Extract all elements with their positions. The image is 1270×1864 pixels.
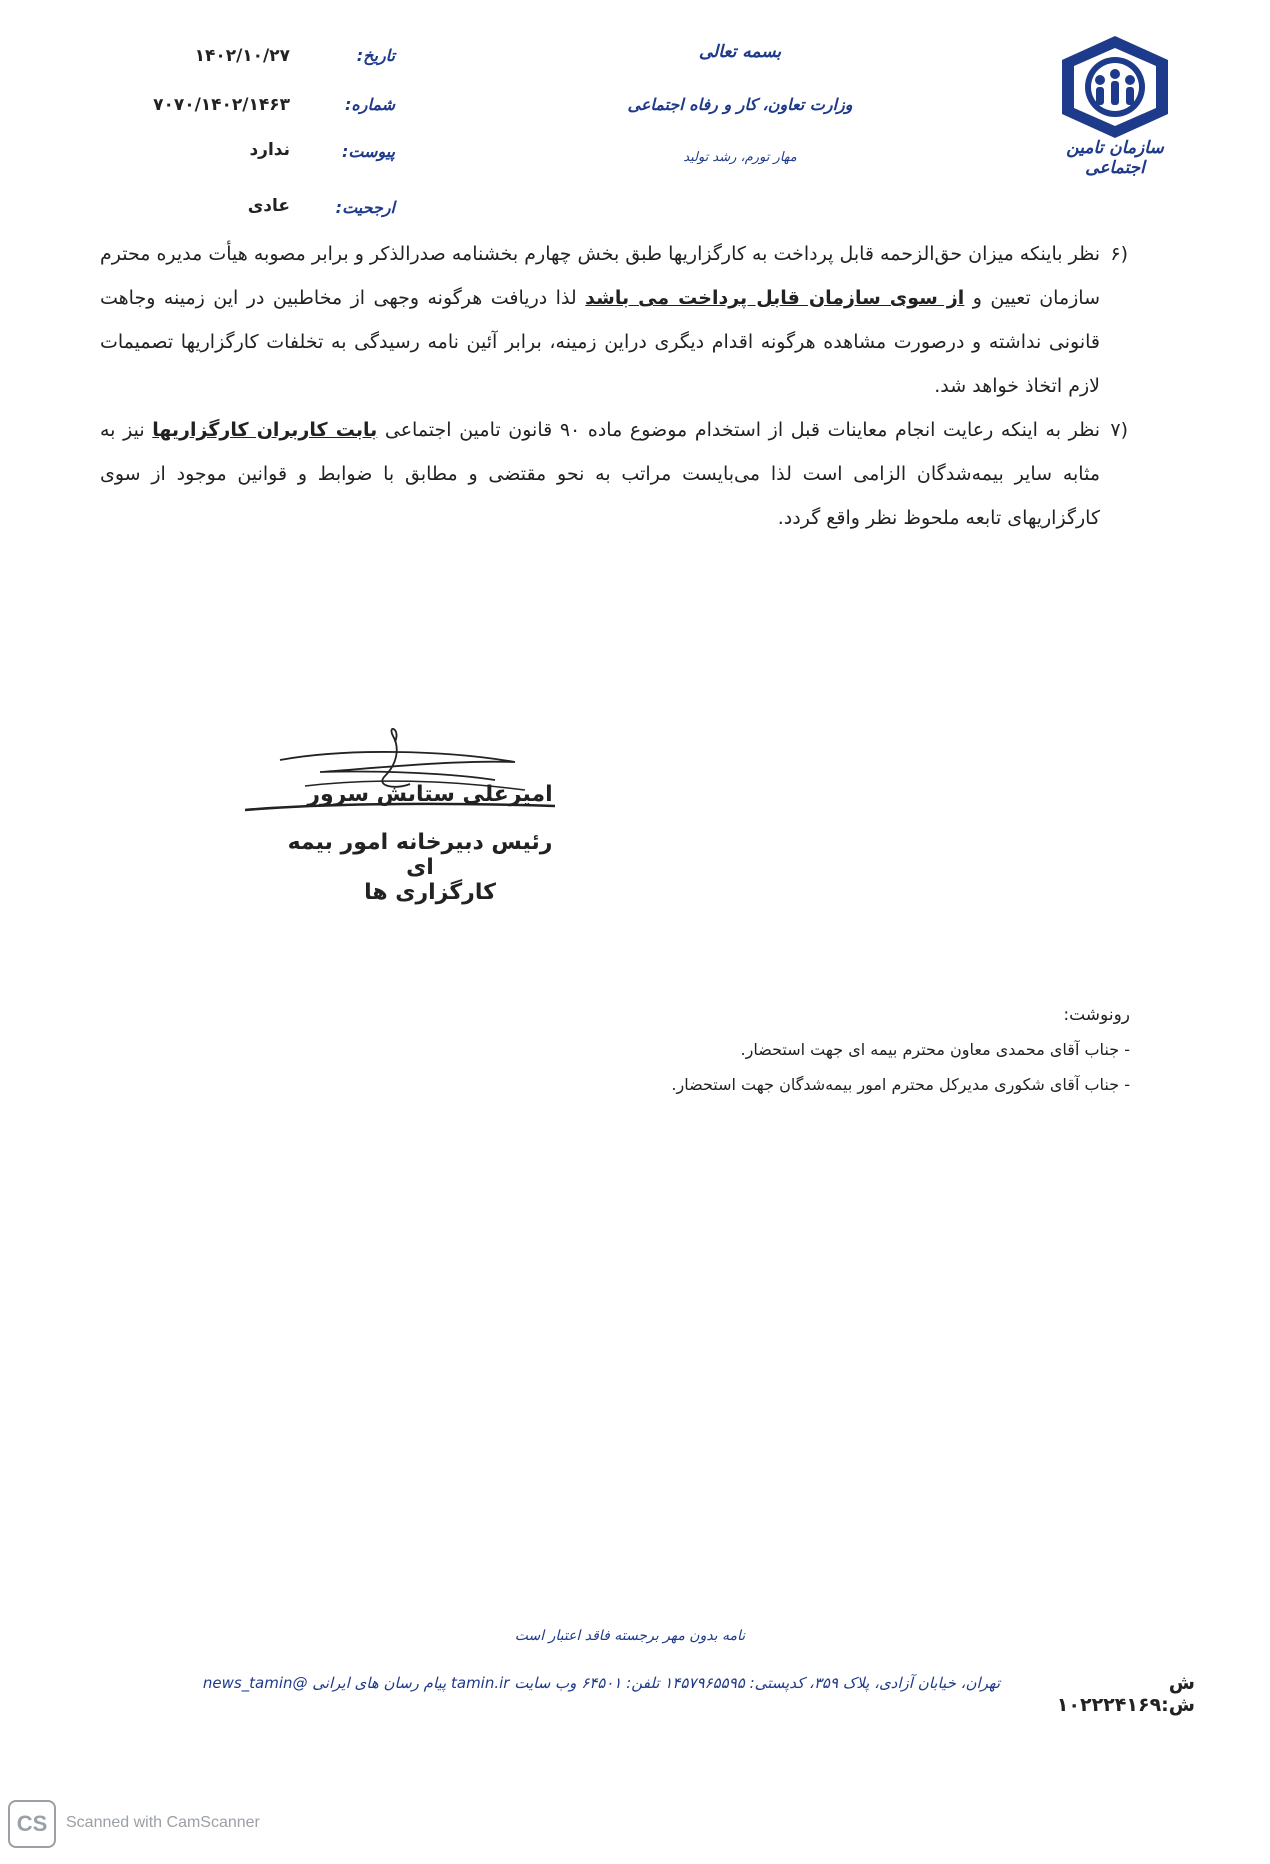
- cc-title: رونوشت:: [1063, 1005, 1130, 1025]
- signatory-name: امیرعلی ستایش سرور: [307, 782, 553, 807]
- attachment-value: ندارد: [249, 140, 290, 160]
- year-motto: مهار تورم، رشد تولید: [683, 150, 797, 165]
- signatory-title-line1: رئیس دبیرخانه امور بیمه ای: [287, 830, 553, 880]
- footer-validity-note: نامه بدون مهر برجسته فاقد اعتبار است: [514, 1628, 746, 1644]
- paragraph-7-emphasis: بابت کاربران کارگزاریها: [152, 419, 378, 441]
- cc-item: - جناب آقای شکوری مدیرکل محترم امور بیمه‌شدگان جهت استحضار.: [671, 1075, 1130, 1094]
- paragraph-6-text-1: نظر باینکه میزان حق‌الزحمه قابل پرداخت به کارگزاریها طبق بخش چهارم بخشنامه صدرالذکر و برابر مصوبه هیأت مدیره محترم سازمان تعیین و: [100, 243, 1100, 309]
- paragraph-7-text-1: نظر به اینکه رعایت انجام معاینات قبل از استخدام موضوع ماده ۹۰ قانون تامین اجتماعی: [377, 419, 1100, 441]
- number-value: ۷۰۷۰/۱۴۰۲/۱۴۶۳: [153, 95, 290, 115]
- paragraph-6-number: ۶): [1110, 243, 1128, 265]
- handwritten-signature: [225, 720, 565, 835]
- date-label: تاریخ:: [356, 46, 395, 65]
- priority-label: ارجحیت:: [335, 198, 395, 217]
- ministry-name: وزارت تعاون، کار و رفاه اجتماعی: [627, 95, 853, 114]
- cc-item: - جناب آقای محمدی معاون محترم بیمه ای جهت استحضار.: [740, 1040, 1130, 1059]
- footer-address: تهران، خیابان آزادی، پلاک ۳۵۹، کدپستی: ۱۴۵۷۹۶۵۵۹۵ تلفن: ۶۴۵۰۱ وب سایت tamin.ir پیام رسان های ایرانی @news_tamin: [202, 1674, 1000, 1692]
- camscanner-watermark: Scanned with CamScanner: [66, 1814, 260, 1831]
- date-value: ۱۴۰۲/۱۰/۲۷: [194, 46, 290, 66]
- paragraph-7-number: ۷): [1110, 419, 1128, 441]
- paragraph-6-emphasis: از سوی سازمان قابل پرداخت می باشد: [585, 287, 965, 309]
- camscanner-logo-icon: CS: [8, 1800, 56, 1848]
- signatory-title-line2: کارگزاری ها: [364, 880, 496, 905]
- paragraph-7: [100, 408, 1100, 540]
- number-label: شماره:: [344, 95, 395, 114]
- paragraph-7-text-2: نیز به مثابه سایر بیمه‌شدگان الزامی است لذا می‌بایست مراتب به نحو مقتضی و مطابق با ضوابط و قوانین موجود از سوی کارگزاریهای تابعه ملحوظ نظر واقع گردد.: [100, 419, 1100, 529]
- paragraph-6-text-2: لذا دریافت هرگونه وجهی از مخاطبین در این زمینه وجاهت قانونی نداشته و درصورت مشاهده هرگونه اقدام دیگری دراین زمینه، برابر آئین نامه رسیدگی به تخلفات کارگزاریها تصمیمات لازم اتخاذ خواهد شد.: [100, 287, 1100, 397]
- attachment-label: پیوست:: [341, 142, 395, 161]
- besm-heading: بسمه تعالی: [698, 42, 782, 62]
- logo-caption: سازمان تامین اجتماعی: [1066, 138, 1164, 178]
- footer-national-id: ش ش:۱۰۲۲۲۴۱۶۹: [1056, 1672, 1195, 1716]
- paragraph-6: [100, 232, 1100, 408]
- priority-value: عادی: [247, 196, 290, 216]
